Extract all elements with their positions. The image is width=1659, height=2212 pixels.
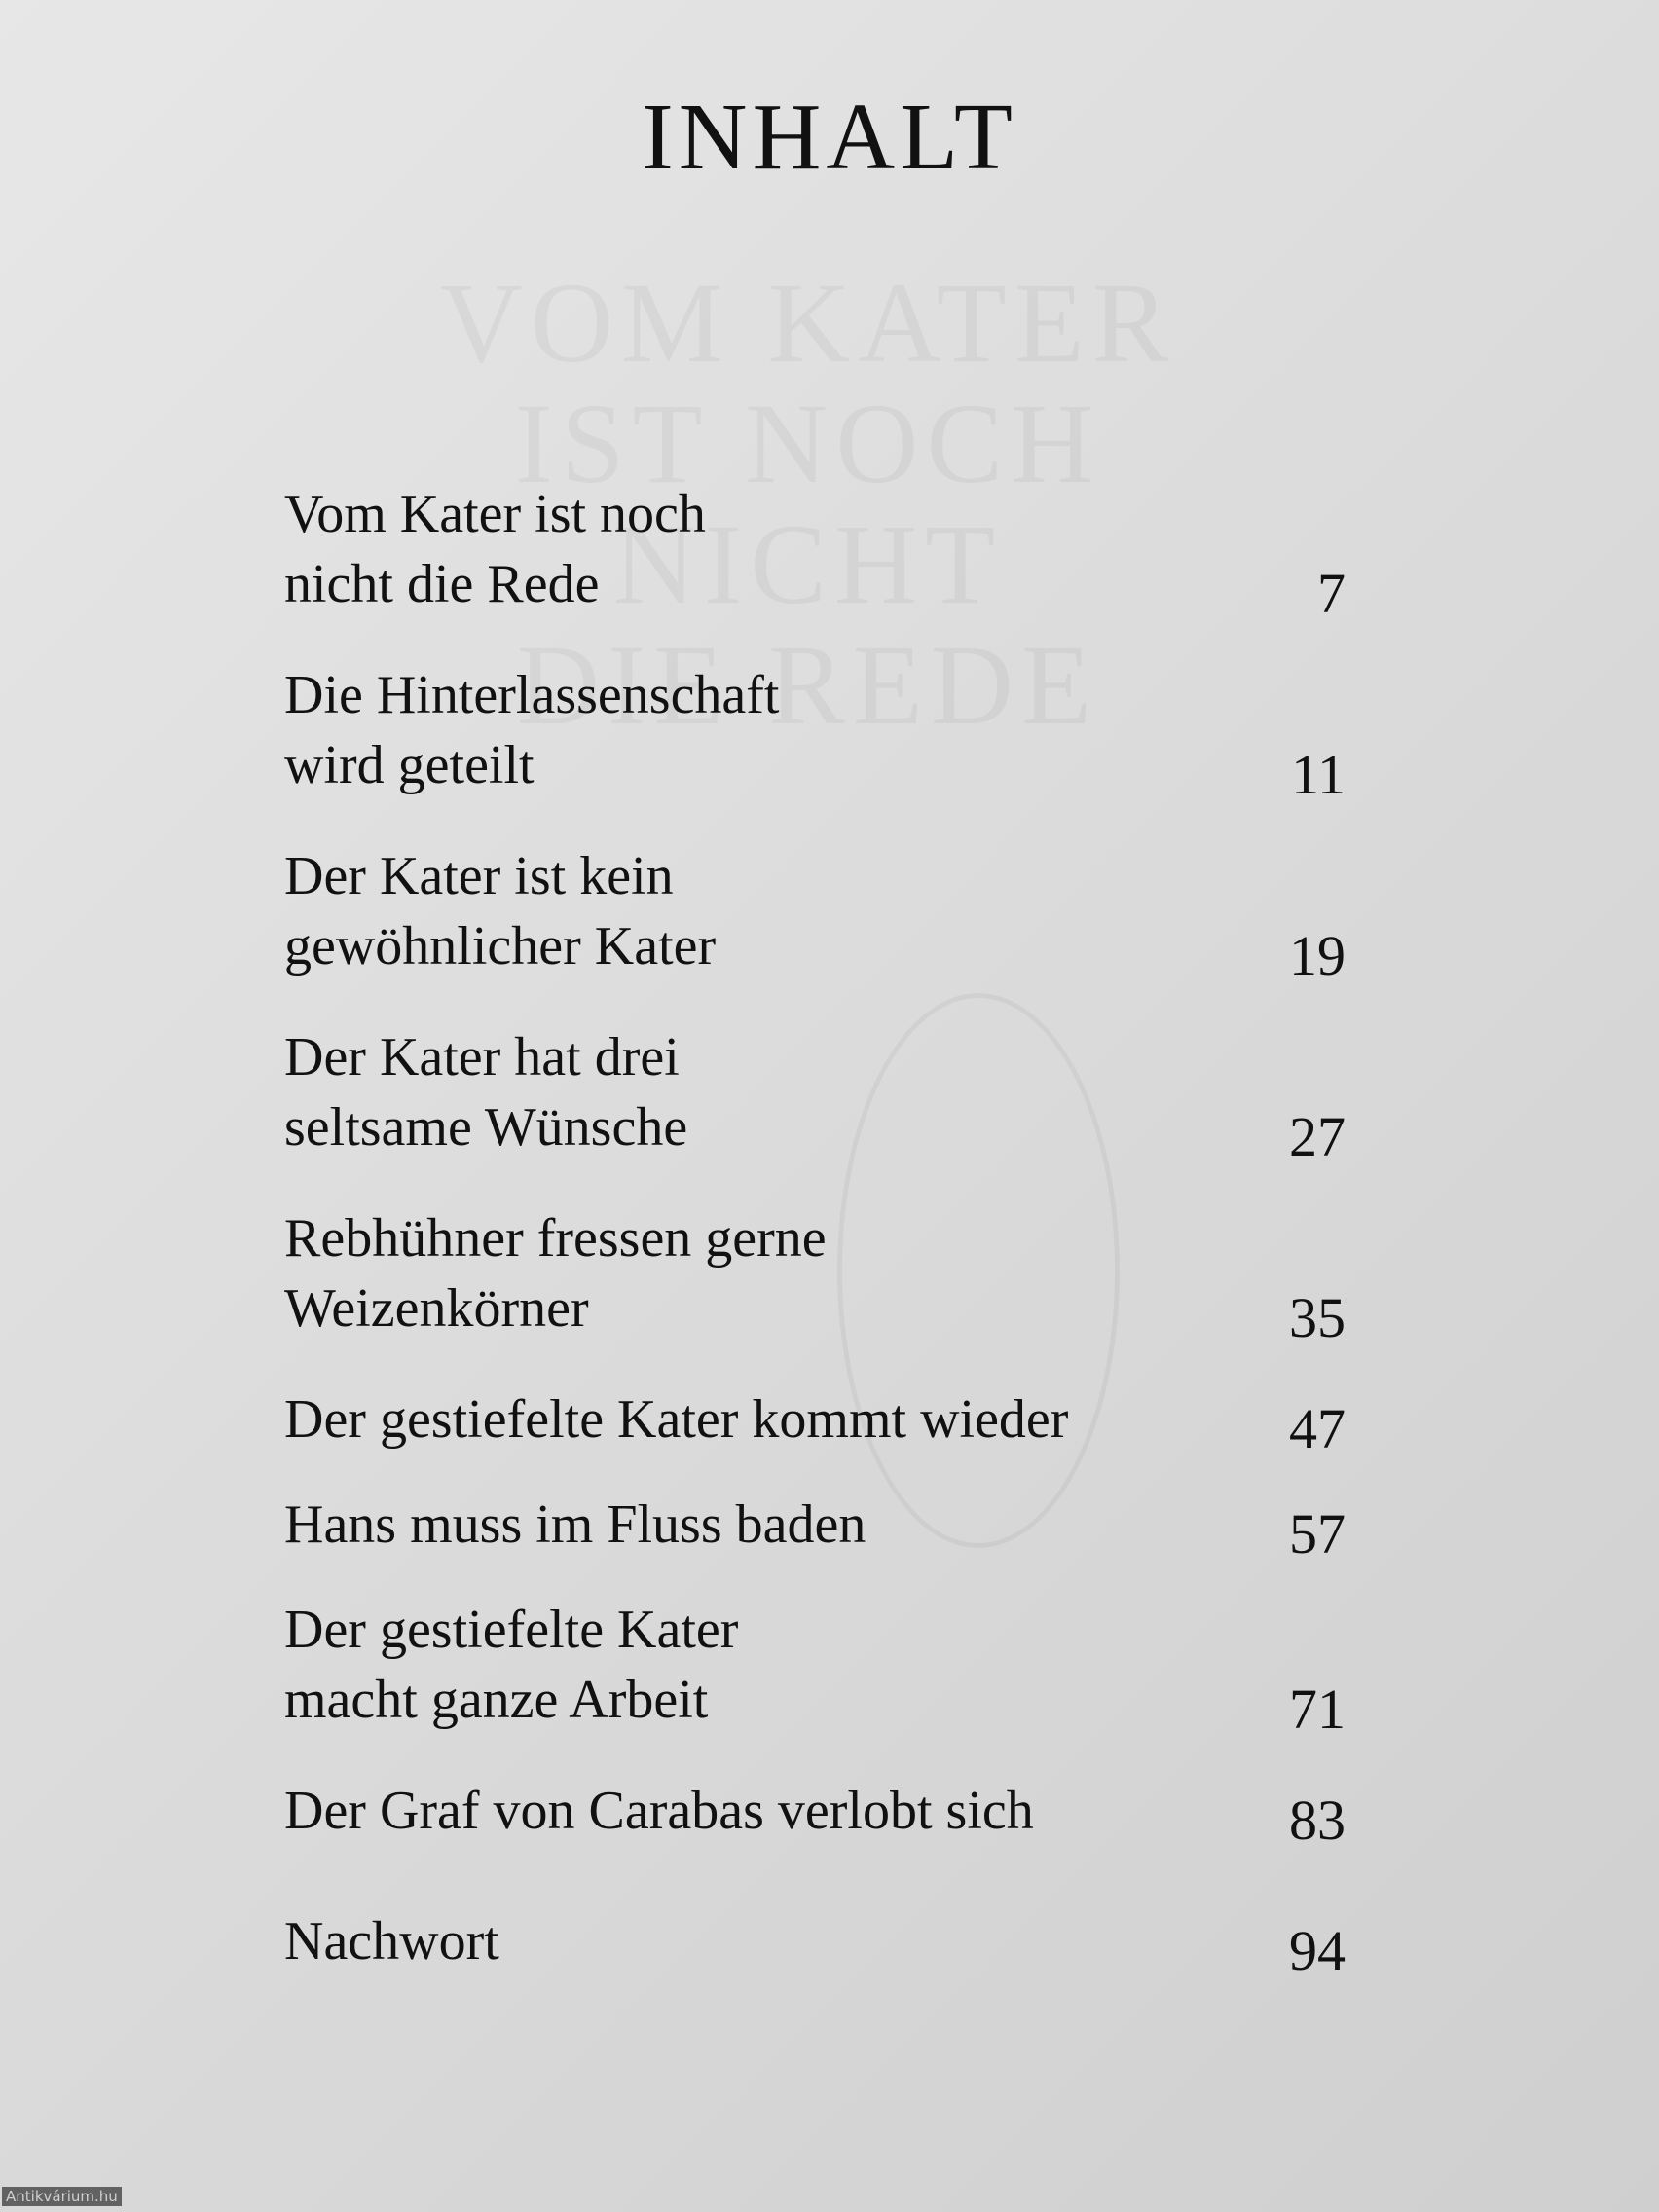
toc-entry-title: Rebhühner fressen gerne Weizenkörner bbox=[284, 1208, 827, 1339]
toc-entry-page: 47 bbox=[1289, 1397, 1346, 1460]
toc-entry bbox=[284, 479, 1346, 625]
toc-entry-page: 94 bbox=[1289, 1919, 1346, 1982]
toc-entry-page: 71 bbox=[1289, 1677, 1346, 1741]
toc-entry bbox=[284, 1595, 1346, 1741]
toc-entry-title: Nachwort bbox=[284, 1911, 499, 1972]
toc-entry-page: 83 bbox=[1289, 1788, 1346, 1852]
toc-entry-title: Der Graf von Carabas verlobt sich bbox=[284, 1781, 1034, 1841]
table-of-contents bbox=[284, 479, 1346, 2011]
toc-entry bbox=[284, 1776, 1346, 1852]
toc-entry-title: Der Kater ist kein gewöhnlicher Kater bbox=[284, 846, 717, 977]
toc-entry-title: Vom Kater ist noch nicht die Rede bbox=[284, 484, 706, 614]
toc-entry-page: 19 bbox=[1289, 924, 1346, 987]
toc-entry-title: Der gestiefelte Kater macht ganze Arbeit bbox=[284, 1600, 739, 1730]
toc-entry-title: Die Hinterlassenschaft wird geteilt bbox=[284, 665, 780, 795]
toc-entry-page: 35 bbox=[1289, 1286, 1346, 1349]
toc-entry-page: 27 bbox=[1289, 1105, 1346, 1168]
toc-entry bbox=[284, 841, 1346, 987]
toc-entry-page: 57 bbox=[1289, 1502, 1346, 1566]
toc-entry bbox=[284, 660, 1346, 806]
toc-entry-title: Hans muss im Fluss baden bbox=[284, 1494, 866, 1555]
toc-entry bbox=[284, 1203, 1346, 1349]
toc-entry bbox=[284, 1022, 1346, 1168]
toc-entry bbox=[284, 1490, 1346, 1566]
toc-entry bbox=[284, 1906, 1346, 1982]
page-title: INHALT bbox=[642, 85, 1017, 190]
toc-entry-page: 7 bbox=[1317, 562, 1346, 625]
toc-entry bbox=[284, 1384, 1346, 1460]
watermark: Antikvárium.hu bbox=[2, 2187, 122, 2206]
toc-entry-title: Der gestiefelte Kater kommt wieder bbox=[284, 1389, 1069, 1450]
toc-entry-page: 11 bbox=[1291, 743, 1346, 806]
toc-entry-title: Der Kater hat drei seltsame Wünsche bbox=[284, 1027, 688, 1158]
